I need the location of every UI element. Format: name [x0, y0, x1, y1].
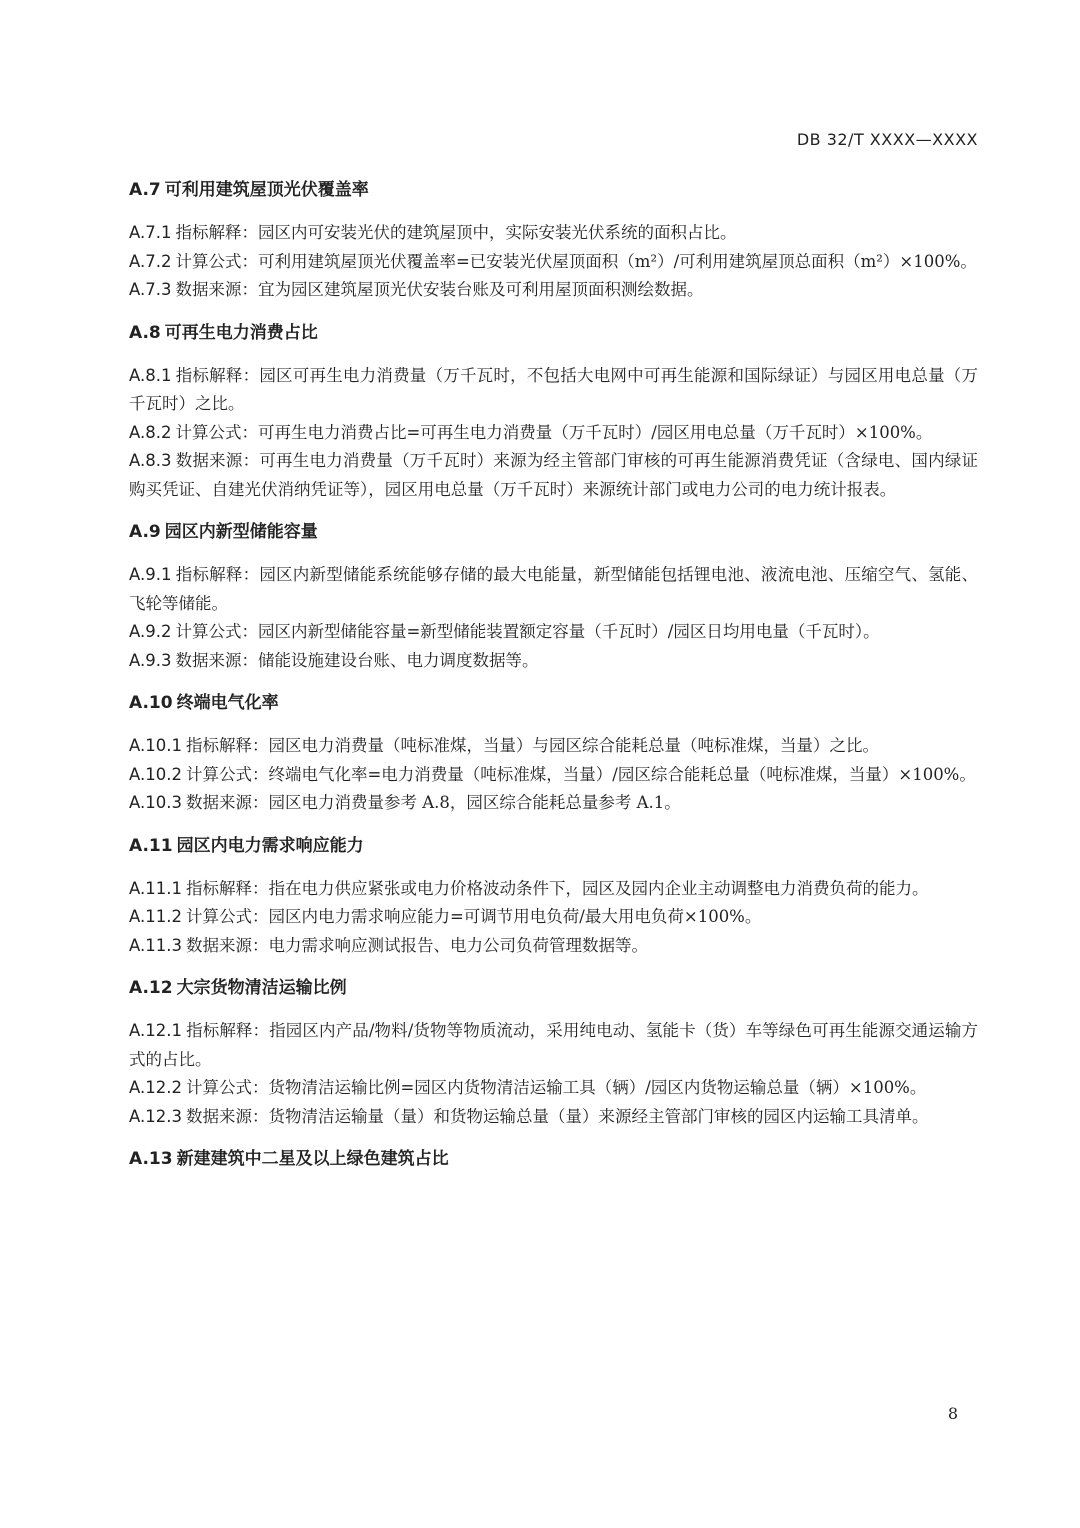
clause-text: 终端电气化率=电力消费量（吨标准煤，当量）/园区综合能耗总量（吨标准煤，当量）×100%。	[268, 764, 976, 784]
section-heading	[129, 176, 978, 204]
clause-text: 货物清洁运输比例=园区内货物清洁运输工具（辆）/园区内货物运输总量（辆）×100%。	[268, 1078, 927, 1097]
clause-number: A.11.1	[129, 878, 182, 898]
document-body	[129, 176, 978, 1188]
clause	[129, 618, 978, 647]
clause	[129, 932, 978, 961]
clause-text: 货物清洁运输量（量）和货物运输总量（量）来源经主管部门审核的园区内运输工具清单。	[268, 1106, 929, 1126]
clause-number: A.8.3	[129, 451, 172, 470]
page-number: 8	[947, 1404, 958, 1423]
section-number: A.9	[129, 522, 161, 542]
section	[129, 518, 978, 675]
clause-text: 可再生电力消费占比=可再生电力消费量（万千瓦时）/园区用电总量（万千瓦时）×100%。	[257, 422, 933, 442]
clause-number: A.10.2	[129, 764, 182, 784]
clause-number: A.12.1	[129, 1021, 182, 1040]
clause-label: 指标解释：	[185, 1021, 270, 1040]
clause-text: 园区内电力需求响应能力=可调节用电负荷/最大用电负荷×100%。	[268, 907, 762, 926]
clause-label: 计算公式：	[175, 622, 258, 641]
clause	[129, 219, 978, 248]
clause-number: A.9.1	[129, 565, 172, 584]
clause	[129, 1103, 978, 1132]
section-heading	[129, 689, 978, 717]
clause-label: 数据来源：	[185, 1106, 269, 1126]
clause-number: A.11.2	[129, 907, 182, 926]
clause-number: A.8.2	[129, 422, 172, 442]
clause-number: A.9.2	[129, 622, 172, 641]
clause	[129, 362, 978, 419]
clause	[129, 447, 978, 504]
section-title: 园区内电力需求响应能力	[176, 835, 364, 856]
section-number: A.11	[129, 835, 173, 856]
clause-label: 数据来源：	[185, 935, 269, 955]
clause-text: 园区可再生电力消费量（万千瓦时，不包括大电网中可再生能源和国际绿证）与园区用电总量（万千瓦时）之比。	[129, 365, 979, 413]
section-number: A.7	[129, 180, 161, 200]
clause	[129, 875, 978, 904]
clause-text: 园区内可安装光伏的建筑屋顶中，实际安装光伏系统的面积占比。	[257, 223, 737, 242]
clause-text: 储能设施建设台账、电力调度数据等。	[257, 650, 539, 670]
clause-text: 园区电力消费量（吨标准煤，当量）与园区综合能耗总量（吨标准煤，当量）之比。	[268, 736, 879, 755]
clause-number: A.12.3	[129, 1106, 182, 1126]
clause-text: 指园区内产品/物料/货物等物质流动，采用纯电动、氢能卡（货）车等绿色可再生能源交通运输方式的占比。	[129, 1021, 979, 1069]
section-title: 大宗货物清洁运输比例	[176, 978, 347, 998]
section-heading	[129, 319, 978, 347]
clause-label: 计算公式：	[175, 422, 258, 442]
clause	[129, 789, 978, 818]
clause-number: A.7.3	[129, 280, 172, 299]
section-title: 可再生电力消费占比	[164, 322, 318, 343]
section-title: 可利用建筑屋顶光伏覆盖率	[164, 180, 369, 200]
section-title: 园区内新型储能容量	[164, 522, 318, 542]
clause-label: 计算公式：	[185, 907, 269, 926]
clause-text: 园区电力消费量参考 A.8，园区综合能耗总量参考 A.1。	[268, 793, 681, 812]
clause	[129, 647, 978, 676]
section-number: A.13	[129, 1149, 173, 1169]
clause	[129, 419, 978, 448]
clause-text: 可再生电力消费量（万千瓦时）来源为经主管部门审核的可再生能源消费凭证（含绿电、国内绿证购买凭证、自建光伏消纳凭证等），园区用电总量（万千瓦时）来源统计部门或电力公司的电力统计报表。	[129, 451, 979, 499]
clause-number: A.9.3	[129, 650, 172, 670]
clause	[129, 561, 978, 618]
clause-label: 指标解释：	[175, 565, 260, 584]
section	[129, 689, 978, 818]
clause	[129, 1074, 978, 1103]
clause	[129, 761, 978, 790]
clause-text: 园区内新型储能系统能够存储的最大电能量，新型储能包括锂电池、液流电池、压缩空气、氢能、飞轮等储能。	[129, 565, 979, 613]
clause-number: A.7.2	[129, 251, 172, 271]
section	[129, 319, 978, 505]
clause-number: A.8.1	[129, 365, 172, 385]
clause	[129, 732, 978, 761]
clause-label: 计算公式：	[175, 251, 258, 271]
document-code: DB 32/T XXXX—XXXX	[796, 130, 978, 149]
clause-label: 数据来源：	[175, 650, 258, 670]
clause-label: 指标解释：	[175, 365, 260, 385]
clause	[129, 276, 978, 305]
section	[129, 974, 978, 1131]
clause-label: 计算公式：	[185, 764, 269, 784]
clause	[129, 1017, 978, 1074]
section	[129, 176, 978, 305]
section	[129, 1145, 978, 1173]
section-title: 新建建筑中二星及以上绿色建筑占比	[176, 1149, 449, 1169]
clause-label: 数据来源：	[175, 451, 260, 470]
section-title: 终端电气化率	[176, 693, 279, 713]
section-heading	[129, 974, 978, 1002]
clause-text: 电力需求响应测试报告、电力公司负荷管理数据等。	[268, 935, 648, 955]
section-number: A.8	[129, 322, 161, 343]
clause-label: 数据来源：	[175, 280, 258, 299]
clause-label: 计算公式：	[185, 1078, 269, 1097]
section-number: A.12	[129, 978, 173, 998]
clause-text: 指在电力供应紧张或电力价格波动条件下，园区及园内企业主动调整电力消费负荷的能力。	[268, 878, 929, 898]
clause-text: 可利用建筑屋顶光伏覆盖率=已安装光伏屋顶面积（m²）/可利用建筑屋顶总面积（m²）×100%。	[257, 251, 977, 271]
section-heading	[129, 1145, 978, 1173]
section	[129, 832, 978, 961]
section-heading	[129, 832, 978, 860]
section-number: A.10	[129, 693, 173, 713]
clause	[129, 903, 978, 932]
clause-number: A.10.1	[129, 736, 182, 755]
clause-text: 园区内新型储能容量=新型储能装置额定容量（千瓦时）/园区日均用电量（千瓦时）。	[257, 622, 880, 641]
clause-text: 宜为园区建筑屋顶光伏安装台账及可利用屋顶面积测绘数据。	[257, 280, 704, 299]
clause-label: 数据来源：	[185, 793, 269, 812]
section-heading	[129, 518, 978, 546]
clause-number: A.12.2	[129, 1078, 182, 1097]
clause-label: 指标解释：	[185, 878, 269, 898]
clause-label: 指标解释：	[175, 223, 258, 242]
clause-label: 指标解释：	[185, 736, 269, 755]
clause	[129, 248, 978, 277]
clause-number: A.10.3	[129, 793, 182, 812]
clause-number: A.7.1	[129, 223, 172, 242]
clause-number: A.11.3	[129, 935, 182, 955]
